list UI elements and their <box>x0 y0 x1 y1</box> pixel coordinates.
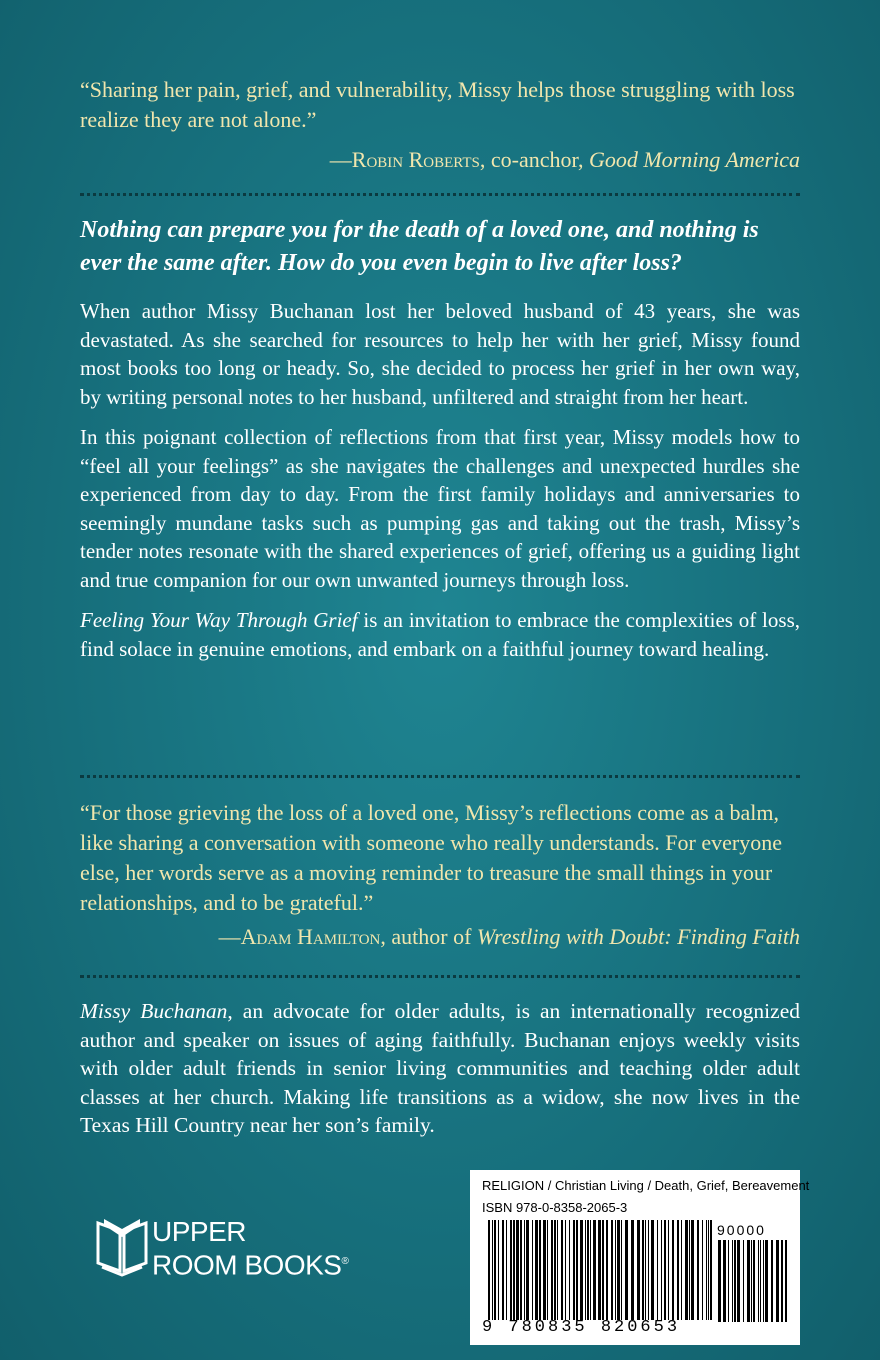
barcode-bar <box>781 1240 783 1322</box>
book-title: Feeling Your Way Through Grief <box>80 608 358 632</box>
barcode-bar <box>590 1220 591 1320</box>
quote-attribution <box>80 922 800 952</box>
barcode-bar <box>691 1220 694 1320</box>
barcode-bar <box>723 1240 726 1322</box>
reviewer-show: Good Morning America <box>588 147 800 172</box>
barcode-bar <box>547 1220 548 1320</box>
barcode-bar <box>708 1220 709 1320</box>
barcode-bar <box>606 1220 608 1320</box>
barcode-bar <box>664 1220 666 1320</box>
barcode-bar <box>617 1220 620 1320</box>
barcode-bar <box>615 1220 616 1320</box>
barcode-bar <box>737 1240 740 1322</box>
isbn-text: ISBN 978-0-8358-2065-3 <box>482 1200 628 1215</box>
review-quote-hamilton <box>80 798 800 952</box>
barcode-bar <box>751 1240 752 1322</box>
barcode-bar <box>513 1220 515 1320</box>
description-body <box>80 297 800 663</box>
description-paragraph: In this poignant collection of reflections from that first year, Missy models how to “feel all your feelings” as she navigates the challenges and unexpected hurdles she experienced from day to day. From the first family holidays and anniversaries to seemingly mundane tasks such as pumping gas and taking out the trash, Missy’s tender notes resonate with the shared experiences of grief, offering us a guiding light and true companion for our own unwanted journeys through loss. <box>80 425 800 592</box>
barcode-bar <box>516 1220 519 1320</box>
dotted-divider <box>80 975 800 978</box>
description-paragraph: When author Missy Buchanan lost her beloved husband of 43 years, she was devastated. As she searched for resources to help her with her grief, Missy found most books too long or heady. So, she decided to process her grief in her own way, by writing personal notes to her husband, unfiltered and straight from her heart. <box>80 299 800 409</box>
barcode-bar <box>631 1220 634 1320</box>
barcode-digits: 9 780835 820653 <box>482 1318 681 1337</box>
barcode-bar <box>760 1240 761 1322</box>
publisher-logo <box>96 1215 366 1285</box>
barcode-bar <box>557 1220 558 1320</box>
barcode-bar <box>593 1220 596 1320</box>
barcode-bar <box>510 1220 512 1320</box>
reviewer-name: Robin Roberts <box>351 147 480 172</box>
barcode-bar <box>657 1220 658 1320</box>
barcode-bar <box>532 1220 533 1320</box>
barcode-bar <box>502 1220 504 1320</box>
barcode-bar <box>642 1220 644 1320</box>
barcode-bar <box>565 1220 566 1320</box>
publisher-name <box>152 1217 348 1280</box>
dotted-divider <box>80 775 800 778</box>
barcode-bar <box>580 1220 583 1320</box>
reviewer-role: , co-anchor, <box>479 147 589 172</box>
barcode-bar <box>681 1220 682 1320</box>
author-name: Missy Buchanan <box>80 999 228 1023</box>
barcode-bar <box>702 1220 703 1320</box>
barcode-bar <box>587 1220 589 1320</box>
barcode-bar <box>498 1220 499 1320</box>
reviewer-name: Adam Hamilton <box>240 924 381 949</box>
quote-text: “For those grieving the loss of a loved one, Missy’s reflections come as a balm, like sharing a conversation with someone who really understands. For everyone else, her words serve as a moving reminder to treasure the small things in your relationships, and to be grateful.” <box>80 800 782 915</box>
barcode-bar <box>524 1220 525 1320</box>
publisher-line2: ROOM BOOKS <box>152 1249 342 1281</box>
publisher-line1: UPPER <box>152 1216 246 1247</box>
barcode-bar <box>573 1220 575 1320</box>
barcode-bar <box>602 1220 604 1320</box>
barcode-bar <box>651 1220 654 1320</box>
barcode-bar <box>535 1220 538 1320</box>
barcode-bar <box>672 1220 674 1320</box>
barcode-bar <box>785 1240 787 1322</box>
barcode-bar <box>776 1240 779 1322</box>
closing-text: is an invitation to embrace the complexities of loss, find solace in genuine emotions, and embark on a faithful journey toward healing. <box>80 608 800 661</box>
reviewer-book: Wrestling with Doubt: Finding Faith <box>476 924 800 949</box>
price-code: 90000 <box>717 1222 766 1238</box>
attribution-dash: — <box>218 924 241 949</box>
barcode-bar <box>710 1220 712 1320</box>
barcode-bar <box>697 1220 699 1320</box>
barcode-bar <box>569 1220 570 1320</box>
barcode-bar <box>551 1220 553 1320</box>
barcode-bar <box>488 1220 490 1320</box>
barcode-bar <box>685 1220 688 1320</box>
barcode-bar <box>561 1220 563 1320</box>
bio-text: , an advocate for older adults, is an internationally recognized author and speaker on issues of aging faithfully. Buchanan enjoys weekly visits with older adult friends in senior living communities and teaching older adult classes at her church. Making life transitions as a widow, she now lives in the Texas Hill Country near her son’s family. <box>80 999 800 1137</box>
barcode-bar <box>765 1240 768 1322</box>
barcode-bar <box>668 1220 669 1320</box>
lead-paragraph: Nothing can prepare you for the death of a loved one, and nothing is ever the same after. How do you even begin to live after loss? <box>80 217 759 276</box>
reviewer-role: , author of <box>380 924 477 949</box>
barcode-bar <box>621 1220 622 1320</box>
barcode-bar <box>743 1240 744 1322</box>
open-book-heart-icon <box>96 1215 148 1281</box>
barcode-box <box>470 1170 810 1345</box>
barcode-bar <box>763 1240 764 1322</box>
barcode-bar <box>539 1220 541 1320</box>
barcode-bar <box>585 1220 586 1320</box>
barcode-bar <box>637 1220 640 1320</box>
barcode-bar <box>492 1220 493 1320</box>
barcode-bar <box>543 1220 546 1320</box>
closing-paragraph <box>80 606 800 663</box>
quote-text: “Sharing her pain, grief, and vulnerability, Missy helps those struggling with loss realize they are not alone.” <box>80 77 795 132</box>
dotted-divider <box>80 193 800 196</box>
barcode-bar <box>706 1220 707 1320</box>
barcode-bar <box>598 1220 601 1320</box>
barcode-bar <box>520 1220 522 1320</box>
barcode-bar <box>689 1220 690 1320</box>
barcode-bar <box>728 1240 729 1322</box>
barcode-main <box>488 1220 714 1320</box>
barcode-bar <box>718 1240 721 1322</box>
barcode-bar <box>734 1240 736 1322</box>
barcode-bar <box>526 1220 529 1320</box>
bisac-category: RELIGION / Christian Living / Death, Grief, Bereavement <box>482 1178 810 1193</box>
quote-attribution <box>80 145 800 175</box>
author-bio <box>80 997 800 1140</box>
barcode-bar <box>758 1240 759 1322</box>
registered-mark: ® <box>341 1256 349 1267</box>
barcode-bar <box>661 1220 662 1320</box>
barcode-bar <box>747 1240 750 1322</box>
barcode-bar <box>648 1220 649 1320</box>
barcode-bar <box>554 1220 556 1320</box>
attribution-dash: — <box>329 147 352 172</box>
barcode-bar <box>732 1240 733 1322</box>
review-quote-roberts <box>80 75 800 175</box>
barcode-addon <box>718 1240 790 1322</box>
barcode-bar <box>611 1220 613 1320</box>
barcode-bar <box>576 1220 578 1320</box>
barcode-bar <box>645 1220 646 1320</box>
barcode-bar <box>771 1240 773 1322</box>
barcode-bar <box>494 1220 496 1320</box>
barcode-bar <box>625 1220 628 1320</box>
barcode-bar <box>506 1220 507 1320</box>
barcode-bar <box>753 1240 755 1322</box>
barcode-bar <box>677 1220 679 1320</box>
